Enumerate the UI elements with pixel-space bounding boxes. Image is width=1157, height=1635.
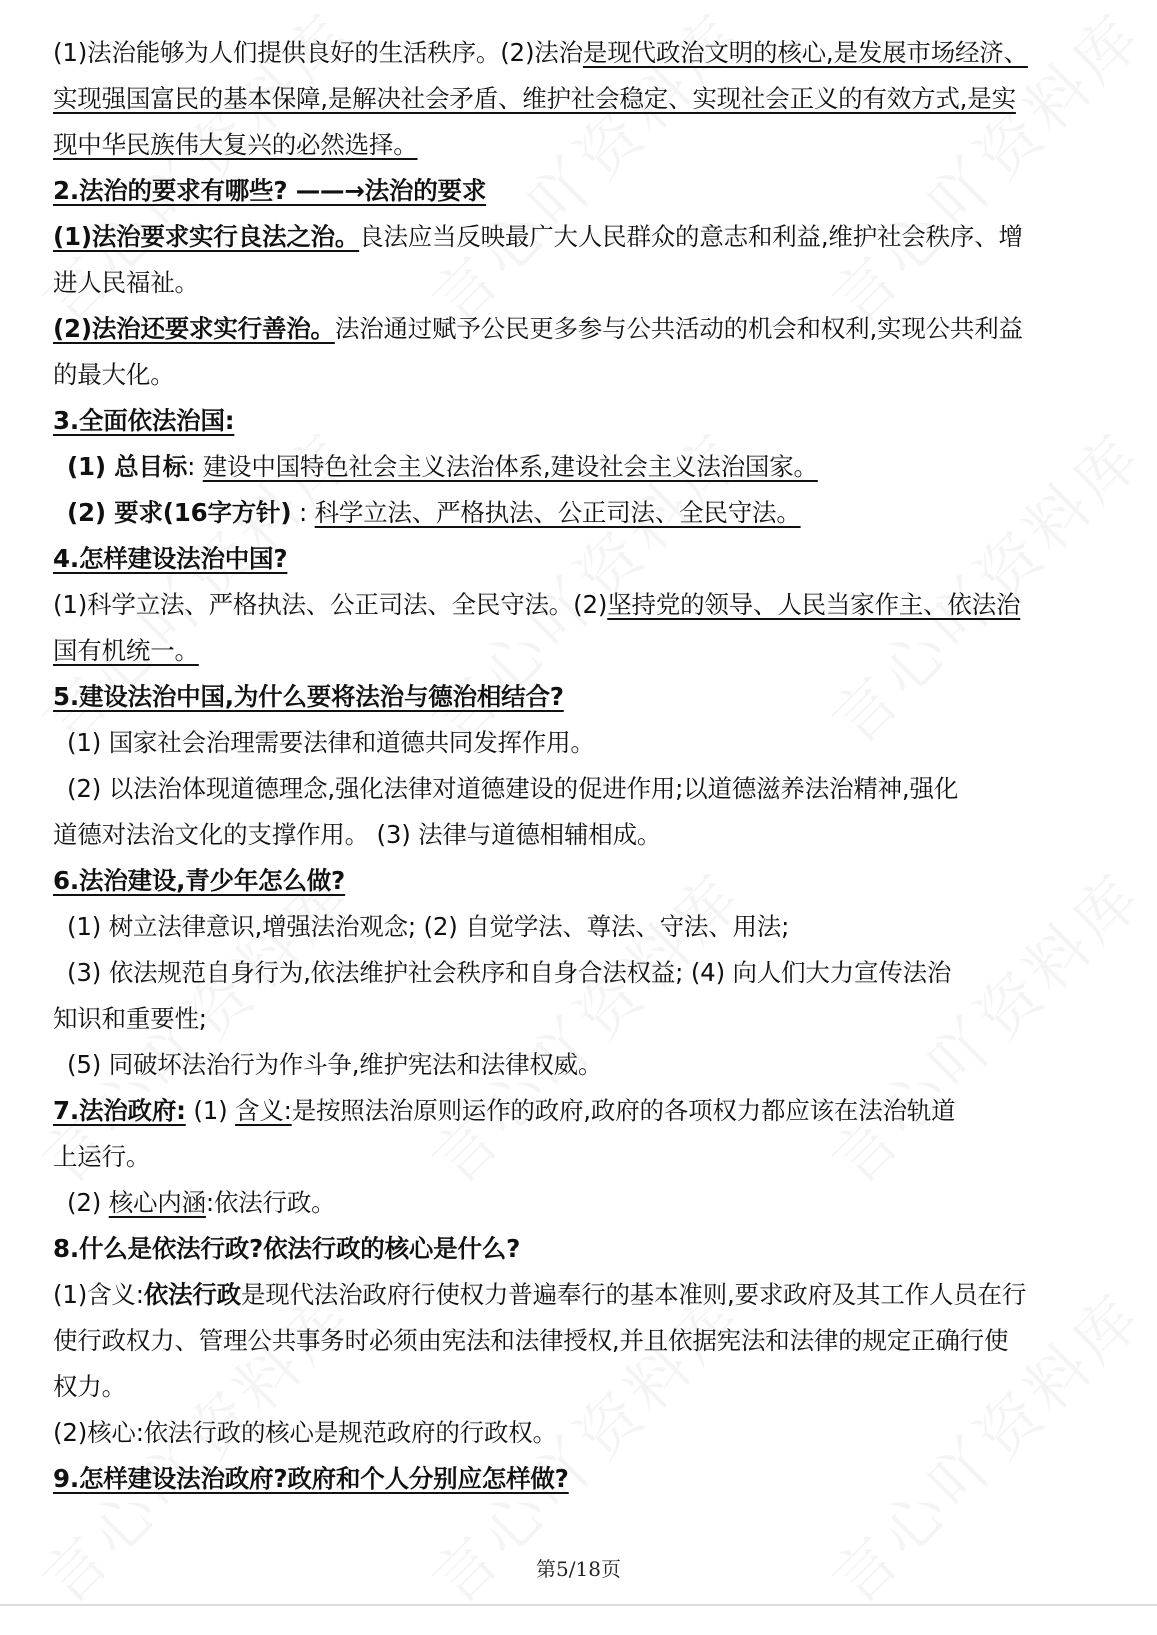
underlined-text: 国有机统一。 [53, 636, 199, 665]
text-run: 权力。 [53, 1372, 126, 1401]
section-heading-6 [53, 858, 1113, 904]
text-run: 良法应当反映最广大人民群众的意志和利益,维护社会秩序、增 [359, 222, 1023, 251]
bold-label: (2) 要求(16字方针) [67, 498, 292, 527]
paragraph-line [53, 1410, 1113, 1456]
text-run: (1)法治能够为人们提供良好的生活秩序。(2)法治 [53, 38, 583, 67]
underlined-text: 核心内涵 [108, 1188, 206, 1217]
paragraph-line [53, 260, 1113, 306]
text-run: 进人民福祉。 [53, 268, 199, 297]
text-run: 上运行。 [53, 1142, 151, 1171]
underlined-text: 科学立法、严格执法、公正司法、全民守法。 [314, 498, 801, 527]
bold-underlined-text: (2)法治还要求实行善治。 [53, 314, 335, 343]
paragraph-line [53, 766, 1113, 812]
heading-text: 2.法治的要求有哪些? ——→法治的要求 [53, 176, 487, 205]
text-run: 法治通过赋予公民更多参与公共活动的机会和权利,实现公共利益 [334, 314, 1023, 343]
paragraph-line [53, 628, 1113, 674]
paragraph-line [53, 996, 1113, 1042]
text-run: 是现代法治政府行使权力普遍奉行的基本准则,要求政府及其工作人员在行 [240, 1280, 1027, 1309]
page-number: 第5/18页 [536, 1557, 621, 1581]
text-run: (2)核心:依法行政的核心是规范政府的行政权。 [53, 1418, 557, 1447]
section-heading-4 [53, 536, 1113, 582]
paragraph-line [53, 720, 1113, 766]
paragraph-line [53, 1272, 1113, 1318]
section-heading-2 [53, 168, 1113, 214]
heading-text: 3.全面依法治国: [53, 406, 235, 435]
text-run: (5) 同破坏法治行为作斗争,维护宪法和法律权威。 [67, 1050, 603, 1079]
paragraph-line [53, 582, 1113, 628]
paragraph-line [53, 1364, 1113, 1410]
text-run: (1) [185, 1096, 236, 1125]
text-run: (2) [67, 1188, 109, 1217]
paragraph-line [53, 1134, 1113, 1180]
heading-text: 9.怎样建设法治政府?政府和个人分别应怎样做? [53, 1464, 569, 1493]
paragraph-line [53, 904, 1113, 950]
heading-text: 8.什么是依法行政?依法行政的核心是什么? [53, 1234, 521, 1263]
underlined-text: 现中华民族伟大复兴的必然选择。 [53, 130, 418, 159]
paragraph-line [53, 812, 1113, 858]
paragraph-line [53, 122, 1113, 168]
underlined-text: 实现强国富民的基本保障,是解决社会矛盾、维护社会稳定、实现社会正义的有效方式,是实 [53, 84, 1016, 113]
text-run: 道德对法治文化的支撑作用。 (3) 法律与道德相辅相成。 [53, 820, 662, 849]
bold-term: 依法行政 [143, 1280, 241, 1309]
text-run: (1)含义: [53, 1280, 144, 1309]
text-run: 的最大化。 [53, 360, 175, 389]
bold-label: (1) 总目标 [67, 452, 188, 481]
heading-text: 7.法治政府: [53, 1096, 186, 1125]
text-run: : [298, 498, 308, 527]
heading-text: 5.建设法治中国,为什么要将法治与德治相结合? [53, 682, 564, 711]
text-run: 使行政权力、管理公共事务时必须由宪法和法律授权,并且依据宪法和法律的规定正确行使 [53, 1326, 1009, 1355]
paragraph-line [53, 352, 1113, 398]
section-heading-5 [53, 674, 1113, 720]
section-heading-9 [53, 1456, 1113, 1502]
paragraph-line [53, 76, 1113, 122]
paragraph-line [53, 490, 1113, 536]
paragraph-line [53, 306, 1113, 352]
page-divider [0, 1604, 1157, 1606]
section-heading-8 [53, 1226, 1113, 1272]
section-heading-7-line [53, 1088, 1113, 1134]
text-run: : [187, 452, 196, 481]
text-run: :依法行政。 [205, 1188, 336, 1217]
paragraph-line [53, 444, 1113, 490]
text-run: (1) 国家社会治理需要法律和道德共同发挥作用。 [67, 728, 595, 757]
text-run: 是按照法治原则运作的政府,政府的各项权力都应该在法治轨道 [291, 1096, 956, 1125]
text-run: (1) 树立法律意识,增强法治观念; (2) 自觉学法、尊法、守法、用法; [67, 912, 790, 941]
paragraph-line [53, 1042, 1113, 1088]
text-run: (3) 依法规范自身行为,依法维护社会秩序和自身合法权益; (4) 向人们大力宣传法治 [67, 958, 952, 987]
underlined-text: 建设中国特色社会主义法治体系,建设社会主义法治国家。 [202, 452, 818, 481]
text-run: (1)科学立法、严格执法、公正司法、全民守法。(2) [53, 590, 608, 619]
underlined-text: 是现代政治文明的核心,是发展市场经济、 [582, 38, 1028, 67]
section-heading-3 [53, 398, 1113, 444]
document-page [53, 30, 1113, 1502]
heading-text: 6.法治建设,青少年怎么做? [53, 866, 346, 895]
paragraph-line [53, 1180, 1113, 1226]
heading-text: 4.怎样建设法治中国? [53, 544, 288, 573]
underlined-text: 含义: [235, 1096, 292, 1125]
paragraph-line [53, 30, 1113, 76]
paragraph-line [53, 214, 1113, 260]
underlined-text: 坚持党的领导、人民当家作主、依法治 [607, 590, 1021, 619]
paragraph-line [53, 1318, 1113, 1364]
bold-underlined-text: (1)法治要求实行良法之治。 [53, 222, 360, 251]
paragraph-line [53, 950, 1113, 996]
text-run: 知识和重要性; [53, 1004, 207, 1033]
text-run: (2) 以法治体现道德理念,强化法律对道德建设的促进作用;以道德滋养法治精神,强化 [67, 774, 959, 803]
